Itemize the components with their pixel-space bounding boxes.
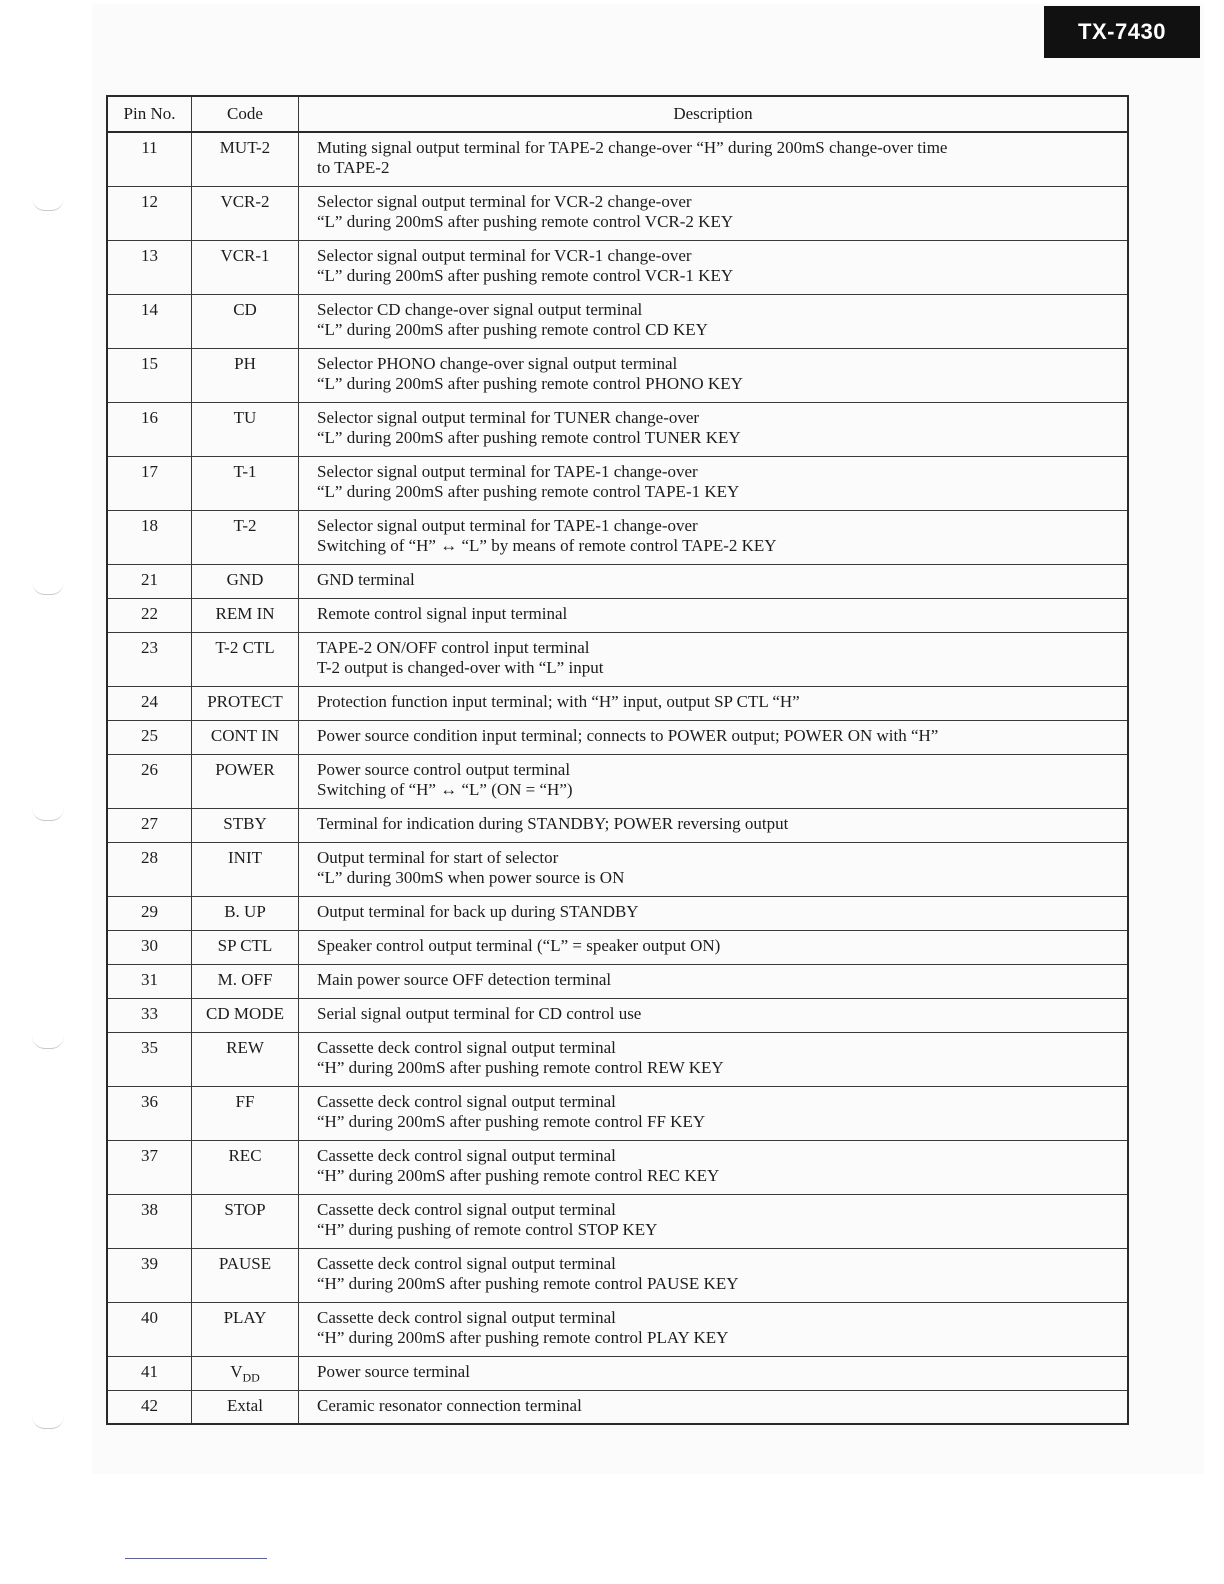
pin-number-cell: 24	[107, 686, 192, 720]
table-row	[107, 754, 1128, 808]
code-text: SP CTL	[217, 935, 273, 955]
code-text: B. UP	[224, 901, 266, 921]
pin-number-cell: 14	[107, 294, 192, 348]
code-cell	[192, 564, 299, 598]
code-cell	[192, 240, 299, 294]
description-line: Ceramic resonator connection terminal	[317, 1395, 582, 1415]
description-line: to TAPE-2	[317, 158, 390, 177]
description-cell	[299, 240, 1129, 294]
description-cell	[299, 686, 1129, 720]
code-cell	[192, 842, 299, 896]
table-row	[107, 186, 1128, 240]
footer-rule	[125, 1558, 267, 1559]
description-cell	[299, 998, 1129, 1032]
description-line: “L” during 200mS after pushing remote control PHONO KEY	[317, 373, 743, 393]
binding-hole-mark	[32, 808, 64, 821]
description-line: Selector signal output terminal for VCR-2 change-over	[317, 191, 692, 211]
code-cell	[192, 754, 299, 808]
description-line: Muting signal output terminal for TAPE-2 change-over “H” during 200mS change-over time	[317, 138, 948, 157]
description-line: Terminal for indication during STANDBY; POWER reversing output	[317, 813, 789, 833]
code-text: STOP	[224, 1199, 266, 1219]
pin-number-cell: 35	[107, 1032, 192, 1086]
code-text: T-1	[233, 461, 257, 481]
description-line: Output terminal for start of selector	[317, 847, 559, 867]
code-cell	[192, 348, 299, 402]
description-line: Serial signal output terminal for CD control use	[317, 1003, 642, 1023]
table-row	[107, 998, 1128, 1032]
code-subscript: DD	[242, 1369, 260, 1384]
description-line: Output terminal for back up during STANDBY	[317, 901, 639, 921]
code-text: PROTECT	[207, 691, 283, 711]
table-row	[107, 930, 1128, 964]
description-cell	[299, 1086, 1129, 1140]
description-cell	[299, 510, 1129, 564]
code-cell	[192, 1390, 299, 1424]
description-cell	[299, 402, 1129, 456]
code-text: REW	[226, 1037, 264, 1057]
pin-number-cell: 36	[107, 1086, 192, 1140]
pin-number-cell: 37	[107, 1140, 192, 1194]
code-cell	[192, 186, 299, 240]
description-cell	[299, 842, 1129, 896]
pin-number-cell: 11	[107, 132, 192, 186]
code-text: CD MODE	[206, 1003, 284, 1023]
table-row	[107, 1032, 1128, 1086]
binding-hole-mark	[32, 1036, 64, 1049]
description-line: T-2 output is changed-over with “L” input	[317, 657, 604, 677]
code-text: GND	[226, 569, 264, 589]
table-row	[107, 964, 1128, 998]
code-cell	[192, 632, 299, 686]
table-row	[107, 1390, 1128, 1424]
code-text: INIT	[228, 847, 262, 867]
pin-number-cell: 26	[107, 754, 192, 808]
description-cell	[299, 598, 1129, 632]
table-row	[107, 510, 1128, 564]
pin-number-cell: 12	[107, 186, 192, 240]
table-row	[107, 720, 1128, 754]
description-cell	[299, 930, 1129, 964]
pin-number-cell: 16	[107, 402, 192, 456]
description-line: Main power source OFF detection terminal	[317, 969, 612, 989]
description-cell	[299, 1302, 1129, 1356]
code-text: PH	[234, 353, 256, 373]
table-row	[107, 1194, 1128, 1248]
description-line: Cassette deck control signal output terminal	[317, 1307, 616, 1327]
model-number-badge: TX-7430	[1044, 6, 1200, 58]
pin-no-header: Pin No.	[107, 96, 192, 132]
table-header-row	[107, 96, 1128, 132]
table-row	[107, 348, 1128, 402]
code-cell	[192, 1032, 299, 1086]
code-cell	[192, 720, 299, 754]
code-cell	[192, 1194, 299, 1248]
pin-number-cell: 30	[107, 930, 192, 964]
table-row	[107, 1248, 1128, 1302]
code-cell	[192, 686, 299, 720]
table-row	[107, 632, 1128, 686]
description-line: Power source terminal	[317, 1361, 470, 1381]
code-header: Code	[192, 96, 299, 132]
description-cell	[299, 1032, 1129, 1086]
code-text: VCR-2	[220, 191, 270, 211]
code-text: POWER	[215, 759, 275, 779]
table-row	[107, 842, 1128, 896]
pin-number-cell: 40	[107, 1302, 192, 1356]
description-line: “L” during 200mS after pushing remote control VCR-2 KEY	[317, 211, 734, 231]
description-line: Power source control output terminal	[317, 759, 571, 779]
pin-number-cell: 31	[107, 964, 192, 998]
description-line: “L” during 200mS after pushing remote control TAPE-1 KEY	[317, 481, 740, 501]
pin-number-cell: 23	[107, 632, 192, 686]
description-line: TAPE-2 ON/OFF control input terminal	[317, 637, 590, 657]
code-text: CONT IN	[210, 725, 280, 745]
description-header: Description	[299, 96, 1129, 132]
pin-number-cell: 25	[107, 720, 192, 754]
code-text: VCR-1	[220, 245, 270, 265]
description-cell	[299, 132, 1129, 186]
code-text: REC	[228, 1145, 262, 1165]
description-line: Selector signal output terminal for VCR-1 change-over	[317, 245, 692, 265]
code-cell	[192, 964, 299, 998]
description-cell	[299, 964, 1129, 998]
pin-number-cell: 41	[107, 1356, 192, 1390]
table-row	[107, 1086, 1128, 1140]
description-cell	[299, 348, 1129, 402]
code-text: PLAY	[223, 1307, 267, 1327]
description-cell	[299, 456, 1129, 510]
description-line: “L” during 300mS when power source is ON	[317, 867, 625, 887]
description-line: Cassette deck control signal output terminal	[317, 1199, 616, 1219]
binding-hole-mark	[32, 1416, 64, 1429]
description-cell	[299, 294, 1129, 348]
description-cell	[299, 186, 1129, 240]
description-line: Selector PHONO change-over signal output terminal	[317, 353, 678, 373]
code-text: CD	[233, 299, 257, 319]
description-line: GND terminal	[317, 569, 415, 589]
pin-number-cell: 28	[107, 842, 192, 896]
description-line: “H” during pushing of remote control STOP KEY	[317, 1219, 658, 1239]
pin-number-cell: 18	[107, 510, 192, 564]
description-cell	[299, 1356, 1129, 1390]
code-text: TU	[233, 407, 257, 427]
pin-number-cell: 17	[107, 456, 192, 510]
code-cell	[192, 998, 299, 1032]
description-line: Remote control signal input terminal	[317, 603, 568, 623]
code-cell	[192, 1086, 299, 1140]
code-text: STBY	[223, 813, 267, 833]
code-cell	[192, 598, 299, 632]
code-text: M. OFF	[217, 969, 273, 989]
table-row	[107, 294, 1128, 348]
table-row	[107, 240, 1128, 294]
description-line: Selector signal output terminal for TUNER change-over	[317, 407, 700, 427]
pin-number-cell: 13	[107, 240, 192, 294]
code-text: V	[230, 1361, 243, 1381]
description-line: Switching of “H” ↔ “L” (ON = “H”)	[317, 779, 573, 799]
description-line: Selector CD change-over signal output terminal	[317, 299, 643, 319]
pin-number-cell: 42	[107, 1390, 192, 1424]
code-cell	[192, 294, 299, 348]
table-row	[107, 564, 1128, 598]
description-cell	[299, 1390, 1129, 1424]
description-line: Cassette deck control signal output terminal	[317, 1037, 616, 1057]
code-cell	[192, 510, 299, 564]
pin-number-cell: 33	[107, 998, 192, 1032]
pin-number-cell: 27	[107, 808, 192, 842]
description-cell	[299, 754, 1129, 808]
pin-number-cell: 39	[107, 1248, 192, 1302]
description-line: Protection function input terminal; with “H” input, output SP CTL “H”	[317, 691, 800, 711]
pin-number-cell: 29	[107, 896, 192, 930]
description-line: Power source condition input terminal; connects to POWER output; POWER ON with “H”	[317, 725, 939, 745]
description-line: Selector signal output terminal for TAPE-1 change-over	[317, 515, 698, 535]
code-cell	[192, 402, 299, 456]
binding-hole-mark	[32, 582, 64, 595]
code-cell	[192, 1248, 299, 1302]
table-row	[107, 402, 1128, 456]
code-text: MUT-2	[219, 138, 271, 157]
pin-number-cell: 21	[107, 564, 192, 598]
description-line: Speaker control output terminal (“L” = speaker output ON)	[317, 935, 721, 955]
table-body	[107, 132, 1128, 1424]
description-line: “L” during 200mS after pushing remote control CD KEY	[317, 319, 708, 339]
description-cell	[299, 808, 1129, 842]
description-line: “H” during 200mS after pushing remote control PLAY KEY	[317, 1327, 729, 1347]
code-cell	[192, 808, 299, 842]
table-row	[107, 598, 1128, 632]
table-row	[107, 132, 1128, 186]
description-line: “H” during 200mS after pushing remote control REC KEY	[317, 1165, 720, 1185]
code-cell	[192, 896, 299, 930]
binding-hole-mark	[32, 198, 64, 211]
pin-number-cell: 22	[107, 598, 192, 632]
description-line: Cassette deck control signal output terminal	[317, 1253, 616, 1273]
description-line: Selector signal output terminal for TAPE-1 change-over	[317, 461, 698, 481]
code-cell	[192, 1302, 299, 1356]
description-line: Switching of “H” ↔ “L” by means of remote control TAPE-2 KEY	[317, 535, 777, 555]
description-line: “H” during 200mS after pushing remote control FF KEY	[317, 1111, 706, 1131]
description-cell	[299, 1194, 1129, 1248]
pin-description-table	[106, 95, 1129, 1425]
description-line: Cassette deck control signal output terminal	[317, 1091, 616, 1111]
table-row	[107, 1302, 1128, 1356]
description-line: “L” during 200mS after pushing remote control TUNER KEY	[317, 427, 741, 447]
table-row	[107, 686, 1128, 720]
table-row	[107, 1356, 1128, 1390]
description-cell	[299, 896, 1129, 930]
code-text: FF	[235, 1091, 255, 1111]
description-line: “H” during 200mS after pushing remote control PAUSE KEY	[317, 1273, 739, 1293]
table-row	[107, 808, 1128, 842]
pin-number-cell: 38	[107, 1194, 192, 1248]
code-cell	[192, 1356, 299, 1390]
description-line: “H” during 200mS after pushing remote control REW KEY	[317, 1057, 724, 1077]
description-line: Cassette deck control signal output terminal	[317, 1145, 616, 1165]
code-cell	[192, 930, 299, 964]
code-cell	[192, 456, 299, 510]
table-row	[107, 1140, 1128, 1194]
description-cell	[299, 720, 1129, 754]
description-line: “L” during 200mS after pushing remote control VCR-1 KEY	[317, 265, 734, 285]
description-cell	[299, 564, 1129, 598]
table-row	[107, 896, 1128, 930]
table-row	[107, 456, 1128, 510]
pin-number-cell: 15	[107, 348, 192, 402]
code-cell	[192, 132, 299, 186]
description-cell	[299, 1248, 1129, 1302]
description-cell	[299, 632, 1129, 686]
code-cell	[192, 1140, 299, 1194]
code-text: REM IN	[215, 603, 275, 623]
code-text: PAUSE	[218, 1253, 272, 1273]
code-text: Extal	[227, 1395, 263, 1415]
code-text: T-2 CTL	[215, 637, 275, 657]
description-cell	[299, 1140, 1129, 1194]
code-text: T-2	[233, 515, 257, 535]
